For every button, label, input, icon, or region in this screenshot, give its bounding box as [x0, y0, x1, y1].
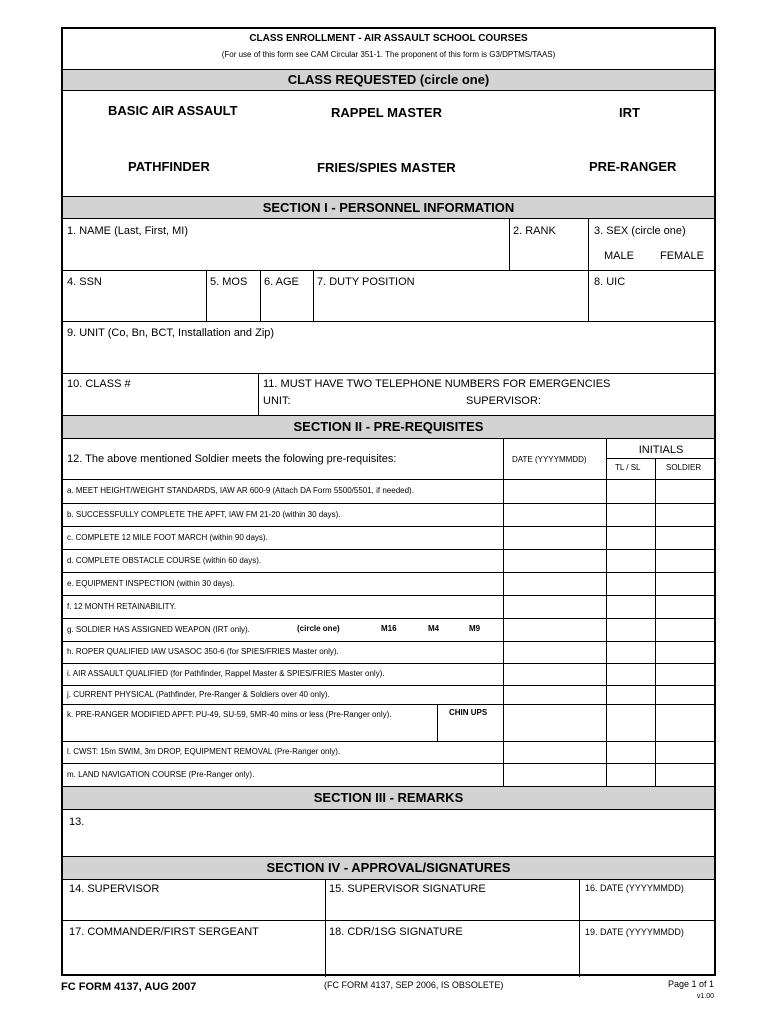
rank-field[interactable]: 2. RANK — [513, 225, 556, 237]
date-16-field[interactable]: 16. DATE (YYYYMMDD) — [585, 883, 684, 893]
initials-header: INITIALS — [638, 444, 684, 456]
sex-field: 3. SEX (circle one) — [594, 225, 686, 237]
form-id: FC FORM 4137, AUG 2007 — [61, 981, 197, 993]
prereq-item-a: a. MEET HEIGHT/WEIGHT STANDARDS, IAW AR 600-9 (Attach DA Form 5500/5501, if needed). — [67, 486, 414, 495]
class-number-field[interactable]: 10. CLASS # — [67, 378, 131, 390]
enrollment-form — [61, 27, 716, 976]
soldier-header: SOLDIER — [666, 463, 702, 472]
unit-phone-field[interactable]: UNIT: — [263, 395, 291, 407]
section3-heading: SECTION III - REMARKS — [63, 786, 714, 810]
commander-field[interactable]: 17. COMMANDER/FIRST SERGEANT — [69, 926, 259, 938]
prereq-item-l: l. CWST: 15m SWIM, 3m DROP, EQUIPMENT REMOVAL (Pre-Ranger only). — [67, 747, 341, 756]
prereq-item-h: h. ROPER QUALIFIED IAW USASOC 350-6 (for SPIES/FRIES Master only). — [67, 647, 339, 656]
prereq-item-b: b. SUCCESSFULLY COMPLETE THE APFT, IAW FM 21-20 (within 30 days). — [67, 510, 341, 519]
sex-male-option[interactable]: MALE — [604, 250, 634, 262]
weapon-circle-one-label: (circle one) — [297, 624, 340, 633]
uic-field[interactable]: 8. UIC — [594, 276, 626, 288]
obsolete-note: (FC FORM 4137, SEP 2006, IS OBSOLETE) — [324, 980, 504, 990]
prereq-item-c: c. COMPLETE 12 MILE FOOT MARCH (within 90 days). — [67, 533, 268, 542]
sex-female-option[interactable]: FEMALE — [660, 250, 705, 262]
option-pathfinder[interactable]: PATHFINDER — [128, 159, 210, 174]
prereq-item-i: i. AIR ASSAULT QUALIFIED (for Pathfinder, Rappel Master & SPIES/FRIES Master only). — [67, 669, 385, 678]
section1-heading: SECTION I - PERSONNEL INFORMATION — [63, 196, 714, 219]
supervisor-phone-field[interactable]: SUPERVISOR: — [466, 395, 541, 407]
duty-position-field[interactable]: 7. DUTY POSITION — [317, 276, 415, 288]
page-number: Page 1 of 1 — [667, 979, 714, 989]
prereq-intro: 12. The above mentioned Soldier meets the folowing pre-requisites: — [67, 453, 397, 465]
chin-ups-label: CHIN UPS — [449, 708, 488, 717]
supervisor-signature-field[interactable]: 15. SUPERVISOR SIGNATURE — [329, 883, 486, 895]
prereq-item-e: e. EQUIPMENT INSPECTION (within 30 days). — [67, 579, 235, 588]
class-requested-heading: CLASS REQUESTED (circle one) — [63, 69, 714, 91]
weapon-option-m4[interactable]: M4 — [428, 624, 440, 633]
section4-heading: SECTION IV - APPROVAL/SIGNATURES — [63, 856, 714, 880]
mos-field[interactable]: 5. MOS — [210, 276, 248, 288]
ssn-field[interactable]: 4. SSN — [67, 276, 102, 288]
cdr-signature-field[interactable]: 18. CDR/1SG SIGNATURE — [329, 926, 463, 938]
prereq-item-k: k. PRE-RANGER MODIFIED APFT: PU-49, SU-59, 5MR-40 mins or less (Pre-Ranger only). — [67, 710, 392, 719]
prereq-item-j: j. CURRENT PHYSICAL (Pathfinder, Pre-Ranger & Soldiers over 40 only). — [67, 690, 330, 699]
option-pre-ranger[interactable]: PRE-RANGER — [589, 159, 677, 174]
option-rappel-master[interactable]: RAPPEL MASTER — [331, 105, 442, 120]
form-title: CLASS ENROLLMENT - AIR ASSAULT SCHOOL COURSES — [249, 33, 528, 44]
emergency-phones-label: 11. MUST HAVE TWO TELEPHONE NUMBERS FOR EMERGENCIES — [263, 378, 611, 390]
tl-sl-header: TL / SL — [615, 463, 641, 472]
prereq-item-d: d. COMPLETE OBSTACLE COURSE (within 60 days). — [67, 556, 262, 565]
remarks-field[interactable]: 13. — [69, 816, 85, 828]
supervisor-field[interactable]: 14. SUPERVISOR — [69, 883, 160, 895]
option-fries-spies-master[interactable]: FRIES/SPIES MASTER — [317, 160, 456, 175]
option-irt[interactable]: IRT — [619, 105, 640, 120]
weapon-option-m9[interactable]: M9 — [469, 624, 481, 633]
option-basic-air-assault[interactable]: BASIC AIR ASSAULT — [108, 103, 238, 118]
date-19-field[interactable]: 19. DATE (YYYYMMDD) — [585, 927, 684, 937]
form-subtitle: (For use of this form see CAM Circular 351-1. The proponent of this form is G3/DPTMS/TAAS) — [221, 50, 556, 59]
prereq-item-f: f. 12 MONTH RETAINABILITY. — [67, 602, 177, 611]
version: v1.00 — [696, 993, 714, 1000]
weapon-option-m16[interactable]: M16 — [381, 624, 397, 633]
section2-heading: SECTION II - PRE-REQUISITES — [63, 415, 714, 439]
unit-field[interactable]: 9. UNIT (Co, Bn, BCT, Installation and Zip) — [67, 327, 275, 339]
date-column-header: DATE (YYYYMMDD) — [512, 455, 587, 464]
name-field[interactable]: 1. NAME (Last, First, MI) — [67, 225, 189, 237]
prereq-item-m: m. LAND NAVIGATION COURSE (Pre-Ranger only). — [67, 770, 255, 779]
prereq-item-g: g. SOLDIER HAS ASSIGNED WEAPON (IRT only). — [67, 625, 250, 634]
age-field[interactable]: 6. AGE — [264, 276, 299, 288]
